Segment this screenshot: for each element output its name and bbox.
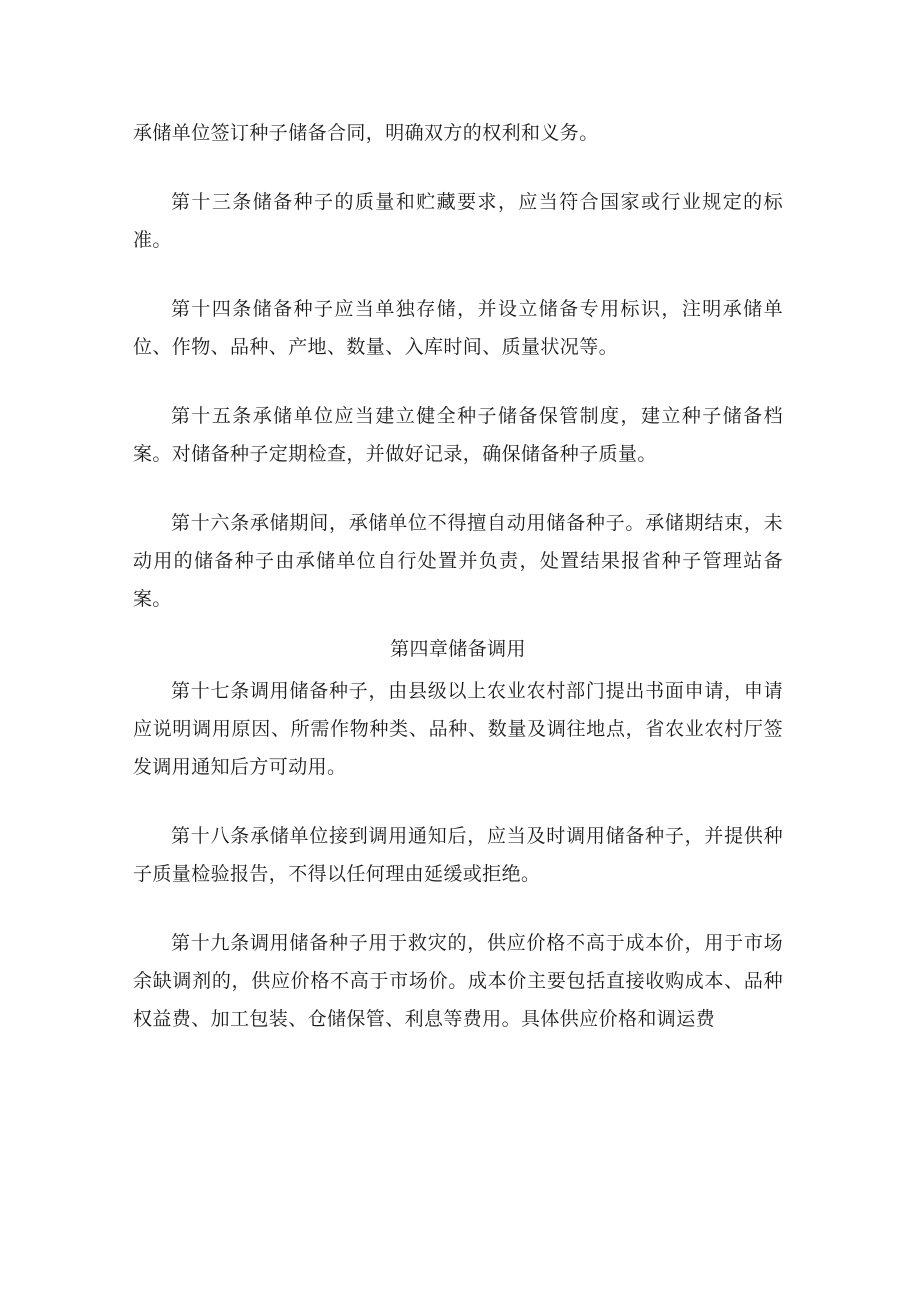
article-18: 第十八条承储单位接到调用通知后，应当及时调用储备种子，并提供种子质量检验报告，不得以任何理由延缓或拒绝。	[133, 825, 783, 885]
chapter-4-heading: 第四章储备调用	[390, 638, 526, 660]
document-body	[133, 114, 783, 1069]
article-13: 第十三条储备种子的质量和贮藏要求，应当符合国家或行业规定的标准。	[133, 191, 783, 251]
article-19: 第十九条调用储备种子用于救灾的，供应价格不高于成本价，用于市场余缺调剂的，供应价格不高于市场价。成本价主要包括直接收购成本、品种权益费、加工包装、仓储保管、利息等费用。具体供应价格和调运费	[133, 932, 783, 1030]
article-15: 第十五条承储单位应当建立健全种子储备保管制度，建立种子储备档案。对储备种子定期检查，并做好记录，确保储备种子质量。	[133, 405, 783, 465]
article-17: 第十七条调用储备种子，由县级以上农业农村部门提出书面申请，申请应说明调用原因、所需作物种类、品种、数量及调往地点，省农业农村厅签发调用通知后方可动用。	[133, 680, 783, 778]
article-14: 第十四条储备种子应当单独存储，并设立储备专用标识，注明承储单位、作物、品种、产地、数量、入库时间、质量状况等。	[133, 298, 783, 358]
article-16: 第十六条承储期间，承储单位不得擅自动用储备种子。承储期结束，未动用的储备种子由承储单位自行处置并负责，处置结果报省种子管理站备案。	[133, 512, 783, 610]
paragraph-contract-continuation: 承储单位签订种子储备合同，明确双方的权利和义务。	[133, 122, 599, 144]
